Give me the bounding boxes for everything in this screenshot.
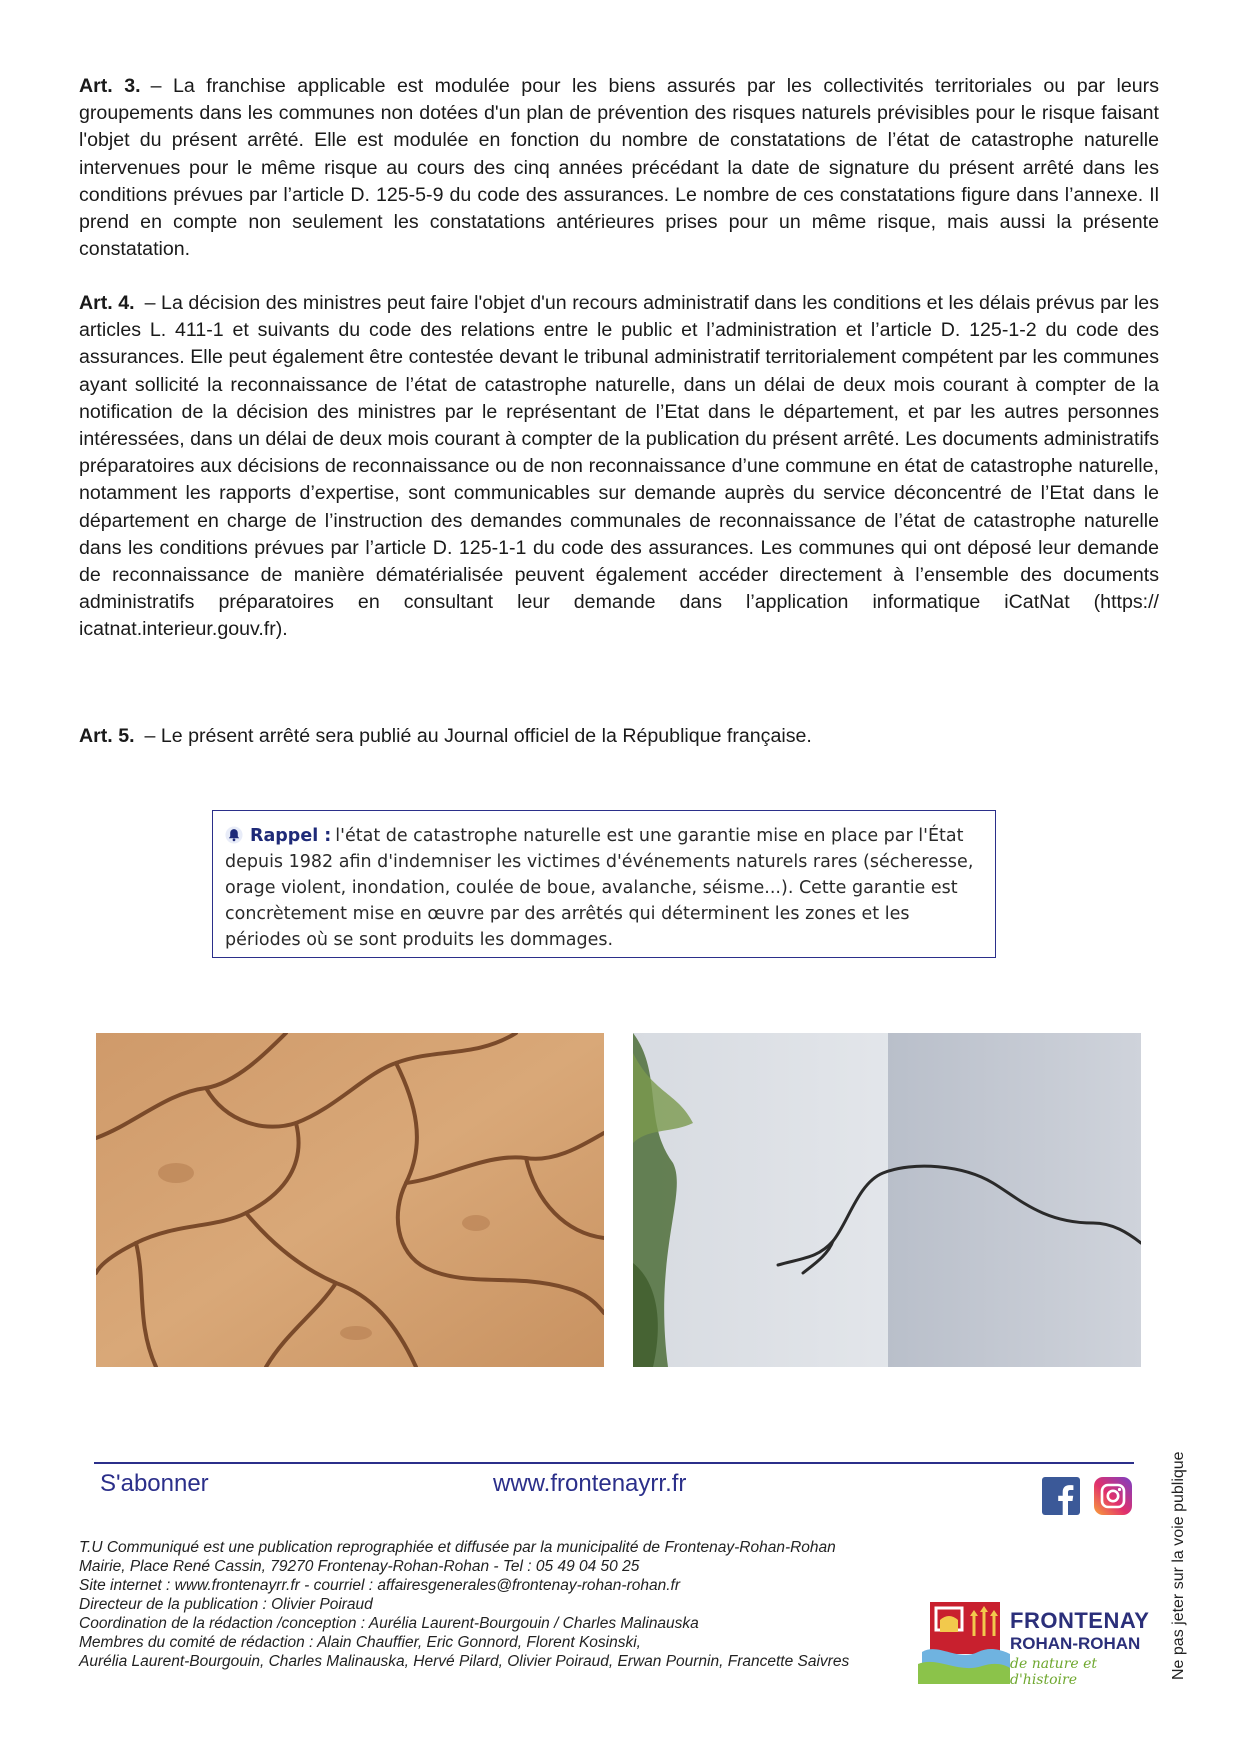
credits-line: Mairie, Place René Cassin, 79270 Frontenay-Rohan-Rohan - Tel : 05 49 04 50 25 (79, 1558, 640, 1575)
credits-line: Directeur de la publication : Olivier Poiraud (79, 1596, 373, 1613)
credits-line: Aurélia Laurent-Bourgouin, Charles Malinauska, Hervé Pilard, Olivier Poiraud, Erwan Pournin, Francette Saivres (79, 1653, 850, 1670)
article-4 (79, 290, 1159, 644)
logo-tagline: de nature et d'histoire (1010, 1656, 1098, 1688)
logo-line2: ROHAN-ROHAN (1010, 1634, 1141, 1653)
credits-line: Site internet : www.frontenayrr.fr - courriel : affairesgenerales@frontenay-rohan-rohan.fr (79, 1577, 680, 1594)
publication-credits (79, 1538, 979, 1671)
article-3 (79, 73, 1159, 263)
town-emblem-icon (918, 1592, 1010, 1684)
facebook-icon[interactable] (1042, 1477, 1080, 1515)
logo-line1: FRONTENAY (1010, 1608, 1150, 1633)
cracked-wall-photo (633, 1033, 1141, 1367)
article-4-text: – La décision des ministres peut faire l'objet d'un recours administratif dans les conditions et les délais prévus par les articles L. 411-1 et suivants du code des relations entre le public et l’administration et l’article D. 125-1-2 du code des assurances. Elle peut également être contestée devant le tribunal administratif territorialement compétent par les communes ayant sollicité la reconnaissance de l’état de catastrophe naturelle, dans un délai de deux mois courant à compter de la notification de la décision des ministres par le représentant de l’Etat dans le département, et par les autres personnes intéressées, dans un délai de deux mois courant à compter de la publication du présent arrêté. Les documents administratifs préparatoires aux décisions de reconnaissance ou de non reconnaissance d’une commune en état de catastrophe naturelle, notamment les rapports d’expertise, sont communicables sur demande auprès du service déconcentré de l’Etat dans le département en charge de l’instruction des demandes communales de reconnaissance de l’état de catastrophe naturelle dans les conditions prévues par l’article D. 125-1-1 du code des assurances. Les communes qui ont déposé leur demande de reconnaissance de manière dématérialisée peuvent également accéder directement à l’ensemble des documents administratifs préparatoires en consultant leur demande dans l’application informatique iCatNat (https:// icatnat.interieur.gouv.fr). (79, 292, 1160, 641)
instagram-icon[interactable] (1094, 1477, 1132, 1515)
article-4-label: Art. 4. (79, 292, 135, 314)
rappel-label: Rappel : (250, 826, 332, 846)
article-3-label: Art. 3. (79, 75, 141, 97)
side-note: Ne pas jeter sur la voie publique (1170, 1451, 1187, 1680)
town-logo (918, 1592, 1158, 1688)
credits-line: T.U Communiqué est une publication reprographiée et diffusée par la municipalité de Frontenay-Rohan-Rohan (79, 1539, 836, 1556)
credits-line: Coordination de la rédaction /conception : Aurélia Laurent-Bourgouin / Charles Malinauska (79, 1615, 699, 1632)
website-link[interactable]: www.frontenayrr.fr (493, 1470, 687, 1497)
article-5 (79, 723, 1159, 750)
bell-icon (225, 826, 243, 844)
article-5-label: Art. 5. (79, 725, 135, 747)
article-3-text: – La franchise applicable est modulée pour les biens assurés par les collectivités territoriales ou par leurs groupements dans les communes non dotées d'un plan de prévention des risques naturels prévisibles pour le risque faisant l'objet du présent arrêté. Elle est modulée en fonction du nombre de constatations de l’état de catastrophe naturelle intervenues pour le même risque au cours des cinq années précédant la date de signature du présent arrêté dans les conditions prévues par l’article D. 125-5-9 du code des assurances. Le nombre de ces constatations figure dans l’annexe. Il prend en compte non seulement les constatations antérieures prises pour un même risque, mais aussi la présente constatation. (79, 75, 1159, 261)
rappel-box (212, 810, 996, 958)
subscribe-link[interactable]: S'abonner (100, 1470, 209, 1497)
credits-line: Membres du comité de rédaction : Alain Chauffier, Eric Gonnord, Florent Kosinski, (79, 1634, 641, 1651)
article-5-text: – Le présent arrêté sera publié au Journal officiel de la République française. (144, 725, 812, 747)
dry-cracked-soil-photo (96, 1033, 604, 1367)
rappel-text: l'état de catastrophe naturelle est une garantie mise en place par l'État depuis 1982 afin d'indemniser les victimes d'événements naturels rares (sécheresse, orage violent, inondation, coulée de boue, avalanche, séisme...). Cette garantie est concrètement mise en œuvre par des arrêtés qui déterminent les zones et les périodes où se sont produits les dommages. (225, 826, 974, 950)
footer-divider (94, 1462, 1134, 1464)
